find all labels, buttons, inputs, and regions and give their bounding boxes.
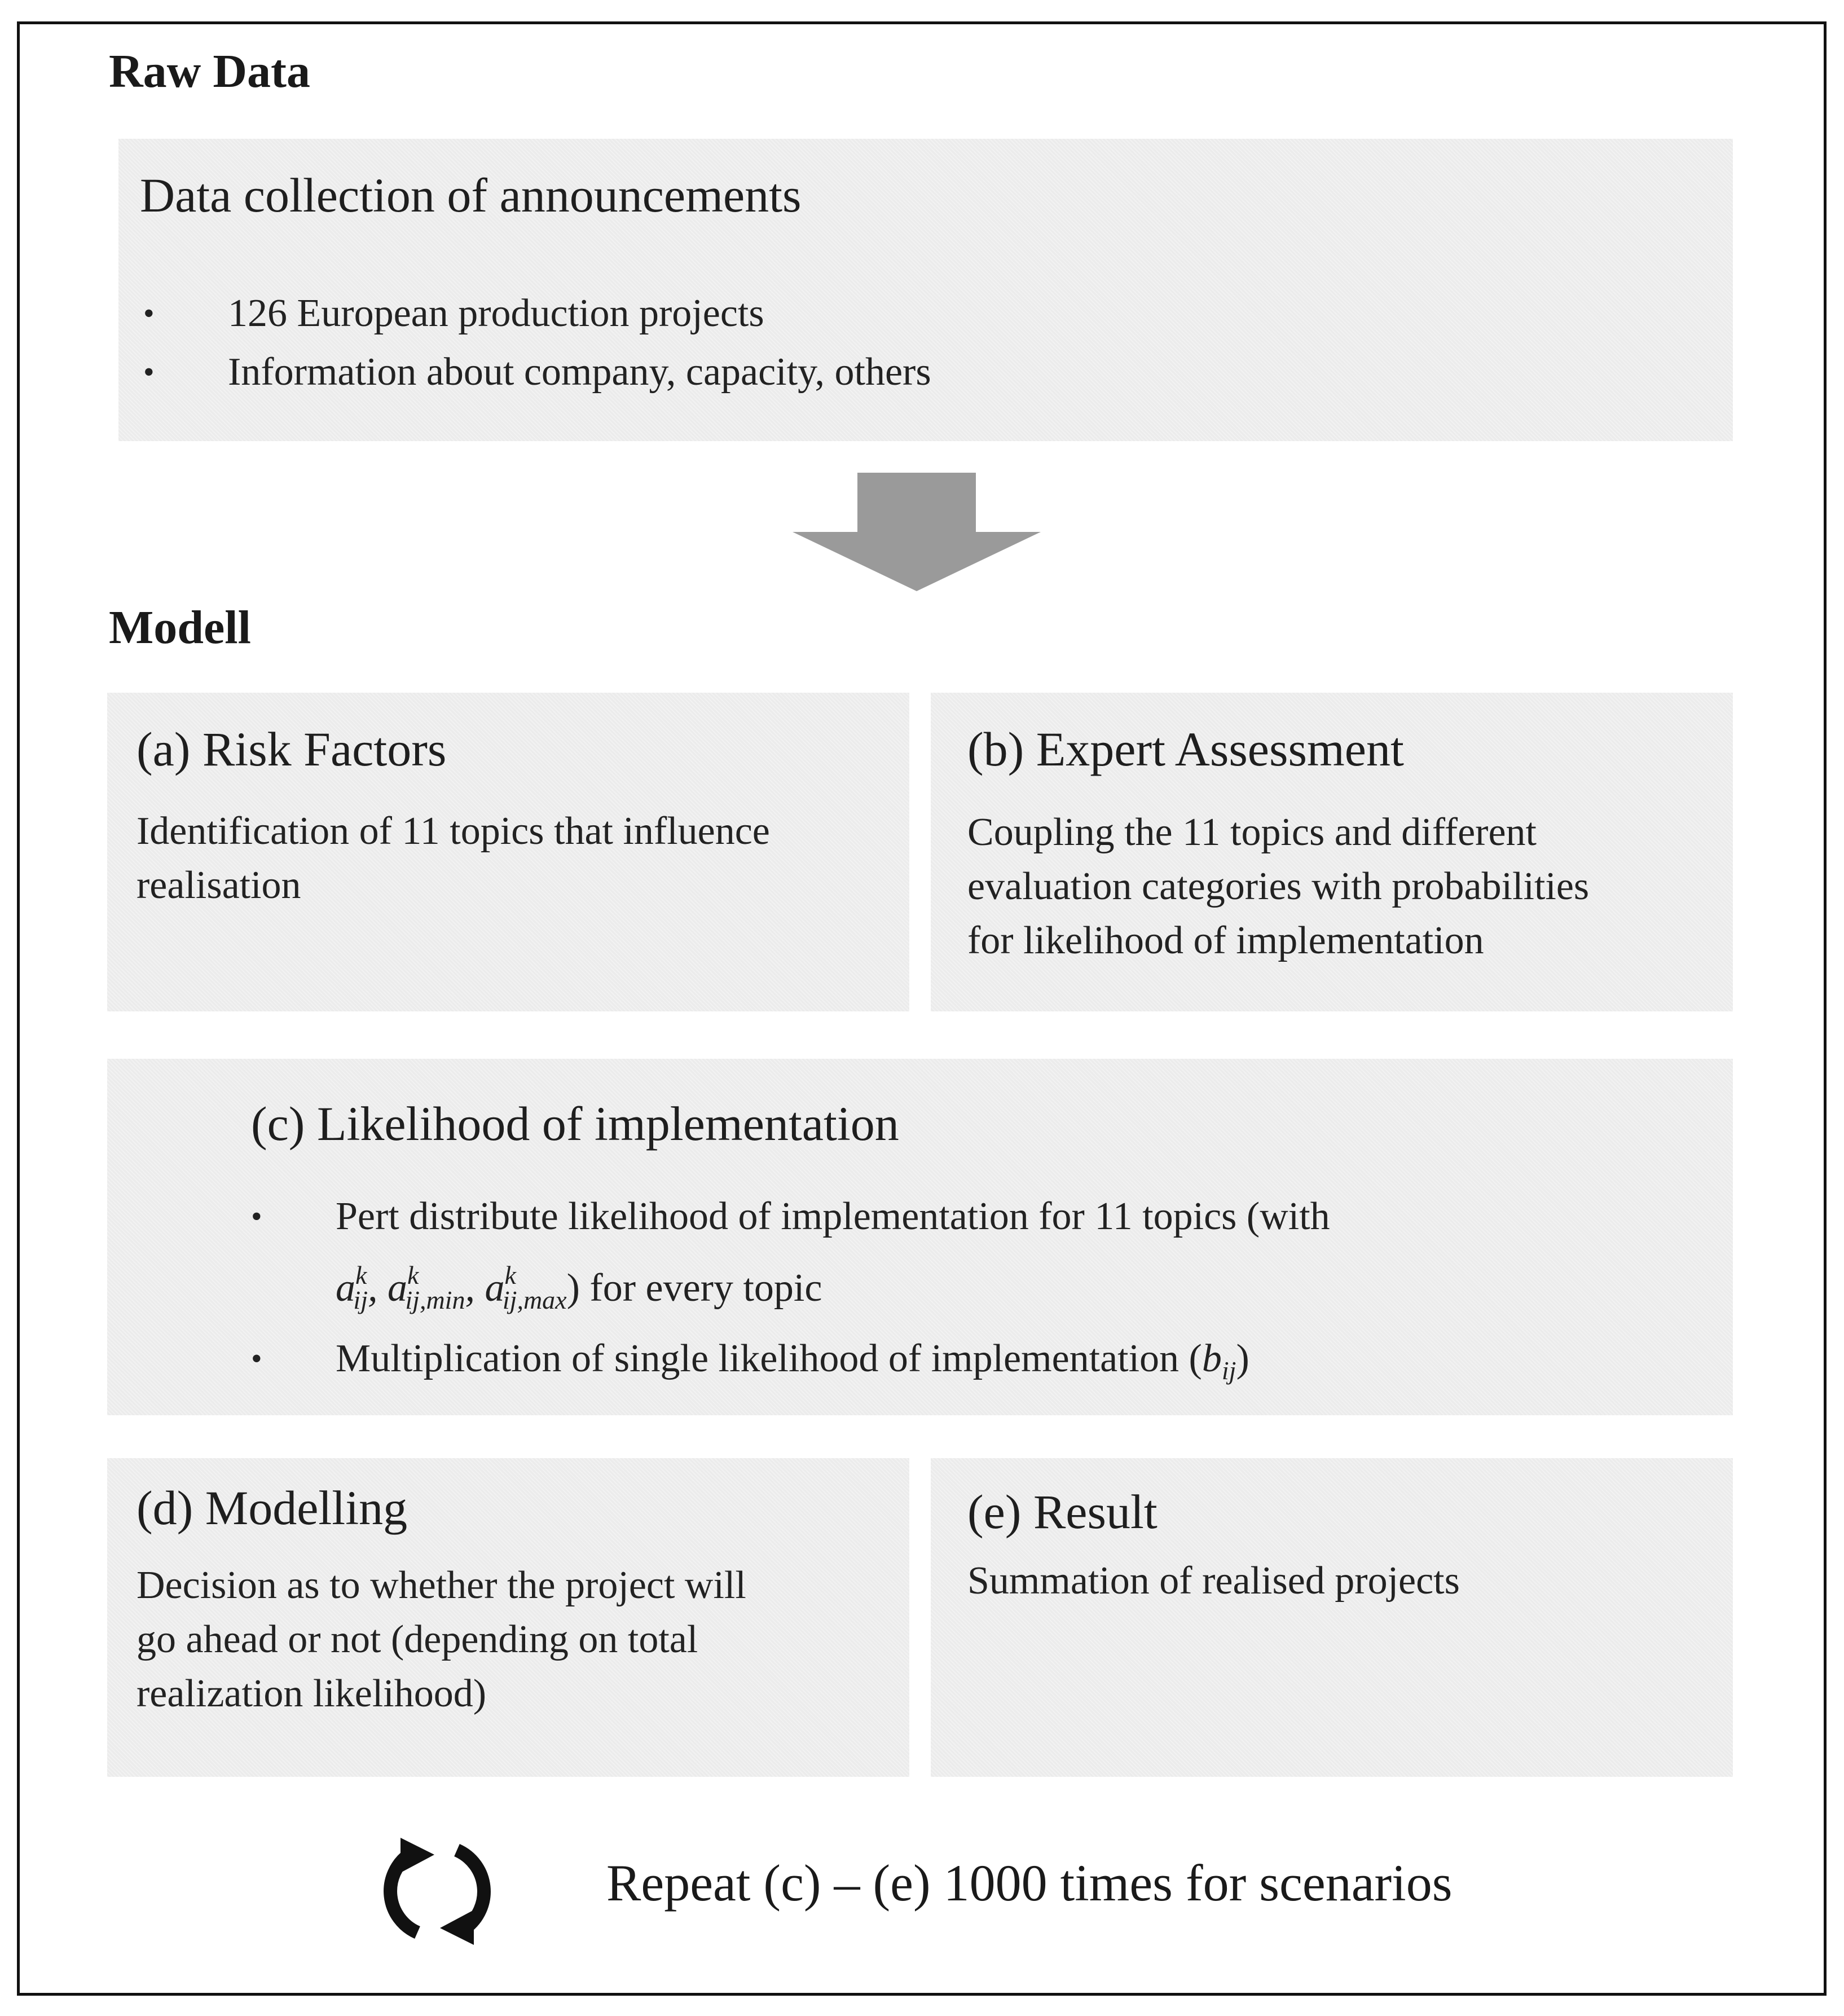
expert-assessment-description: [967, 805, 1729, 968]
text-line: for likelihood of implementation: [967, 919, 1484, 962]
down-arrow-icon: [793, 473, 1041, 591]
likelihood-title: (c) Likelihood of implementation: [251, 1097, 899, 1151]
likelihood-bullet-item: [251, 1187, 1706, 1330]
expert-assessment-title: (b) Expert Assessment: [967, 722, 1404, 776]
modelling-box: [107, 1458, 909, 1777]
result-box: [931, 1458, 1733, 1777]
likelihood-box: [107, 1059, 1733, 1415]
bullet-dot-icon: •: [143, 296, 155, 331]
text-line: Summation of realised projects: [967, 1559, 1460, 1603]
modelling-description: [137, 1559, 904, 1721]
text-line: realization likelihood): [137, 1672, 487, 1715]
bullet-text: Multiplication of single likelihood of implementation (: [336, 1337, 1202, 1380]
pert-parameters-formula: $a^k_{ij}$, $a^k_{ij,min}$, $a^k_{ij,max}$: [336, 1261, 567, 1314]
risk-factors-box: [107, 693, 909, 1011]
raw-data-heading: Raw Data: [109, 45, 310, 98]
bullet-text-suffix: ) for every topic: [566, 1266, 822, 1310]
result-title: (e) Result: [967, 1485, 1158, 1539]
risk-factors-description: [137, 804, 904, 913]
bullet-text: 126 European production projects: [228, 292, 764, 335]
likelihood-bullets: [251, 1187, 1706, 1400]
bullet-item: [143, 343, 1666, 402]
data-collection-box: [118, 139, 1733, 441]
repeat-instruction: Repeat (c) – (e) 1000 times for scenarios: [606, 1854, 1453, 1912]
text-line: Identification of 11 topics that influence: [137, 809, 770, 853]
modelling-title: (d) Modelling: [137, 1481, 408, 1535]
bullet-text-suffix: ): [1236, 1337, 1249, 1380]
bullet-dot-icon: •: [251, 1341, 262, 1376]
text-line: realisation: [137, 864, 301, 907]
text-line: evaluation categories with probabilities: [967, 865, 1590, 908]
bullet-text: Pert distribute likelihood of implementation for 11 topics (with: [336, 1195, 1330, 1238]
bullet-item: [143, 284, 1666, 343]
expert-assessment-box: [931, 693, 1733, 1011]
text-line: go ahead or not (depending on total: [137, 1618, 698, 1661]
bullet-text: Information about company, capacity, others: [228, 350, 931, 394]
bullet-dot-icon: •: [251, 1199, 262, 1234]
b-ij-formula: $b_{ij}$: [1202, 1337, 1236, 1385]
text-line: Coupling the 11 topics and different: [967, 811, 1537, 854]
risk-factors-title: (a) Risk Factors: [137, 722, 447, 776]
refresh-cycle-icon: [378, 1832, 496, 1951]
result-description: [967, 1554, 1729, 1608]
model-heading: Modell: [109, 601, 251, 654]
data-collection-title: Data collection of announcements: [140, 168, 802, 222]
likelihood-bullet-item: [251, 1330, 1706, 1400]
text-line: Decision as to whether the project will: [137, 1564, 746, 1607]
data-collection-bullets: [143, 284, 1666, 402]
bullet-dot-icon: •: [143, 355, 155, 390]
